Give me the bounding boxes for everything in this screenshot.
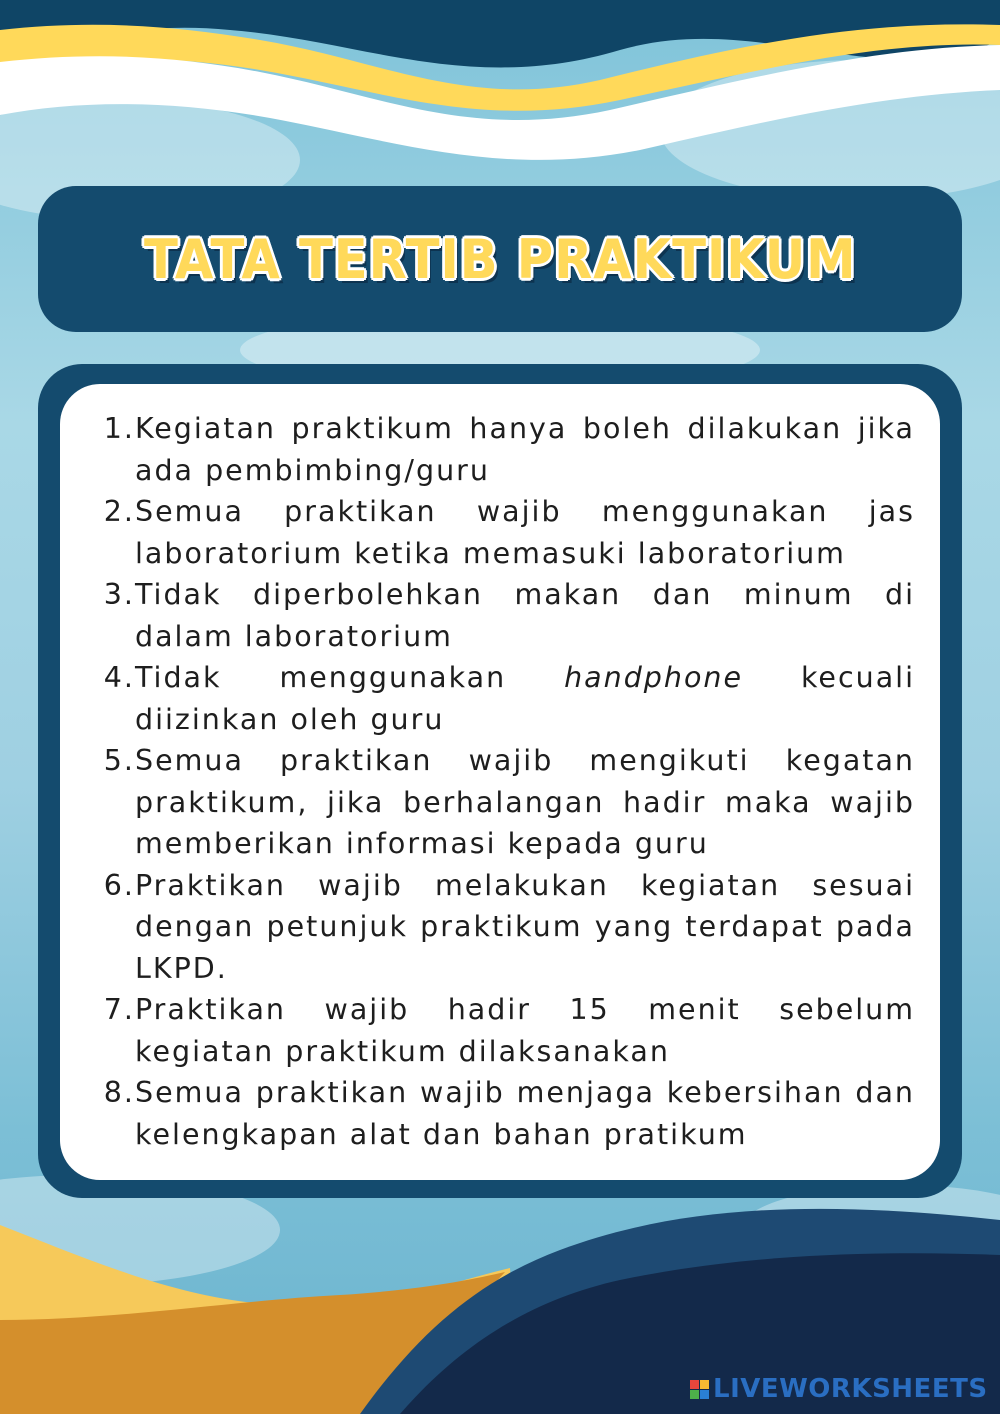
- rule-text: Praktikan wajib melakukan kegiatan sesuai dengan petunjuk praktikum yang terdapat pada LKPD.: [135, 868, 915, 985]
- rule-item: [100, 491, 915, 574]
- rule-text: Tidak diperbolehkan makan dan minum di dalam laboratorium: [135, 578, 915, 653]
- page-title: TATA TERTIB PRAKTIKUM: [143, 227, 857, 291]
- rule-text: Semua praktikan wajib menggunakan jas laboratorium ketika memasuki laboratorium: [135, 495, 915, 570]
- rule-item: [100, 408, 915, 491]
- rule-item: [100, 1072, 915, 1155]
- rule-number: 6.: [103, 868, 135, 902]
- rule-item: [100, 865, 915, 990]
- rule-text: Kegiatan praktikum hanya boleh dilakukan jika ada pembimbing/guru: [135, 412, 915, 487]
- rule-number: 8.: [103, 1076, 135, 1109]
- watermark-text: LIVEWORKSHEETS: [713, 1374, 988, 1404]
- rule-text-after: kecuali diizinkan oleh guru: [135, 661, 916, 736]
- rule-text: Semua praktikan wajib mengikuti kegatan praktikum, jika berhalangan hadir maka wajib memberikan informasi kepada guru: [135, 744, 915, 860]
- rule-number: 7.: [103, 993, 135, 1026]
- liveworksheets-watermark: [690, 1372, 988, 1406]
- rule-number: 5.: [103, 744, 135, 777]
- rule-text: Semua praktikan wajib menjaga kebersihan dan kelengkapan alat dan bahan pratikum: [135, 1076, 915, 1151]
- rule-number: 4.: [103, 661, 135, 694]
- rule-item: [100, 740, 915, 865]
- rule-text: Praktikan wajib hadir 15 menit sebelum kegiatan praktikum dilaksanakan: [135, 993, 915, 1068]
- rule-number: 3.: [103, 578, 135, 611]
- rule-number: 2.: [103, 495, 135, 528]
- title-banner: [38, 186, 962, 332]
- rule-text-italic: handphone: [564, 661, 743, 694]
- rule-item: [100, 989, 915, 1072]
- liveworksheets-logo-icon: [690, 1380, 709, 1399]
- rules-list: [100, 408, 915, 1155]
- rule-item: [100, 574, 915, 657]
- rule-item: [100, 657, 915, 740]
- rule-text: [135, 657, 915, 740]
- rule-text-before: Tidak menggunakan: [135, 661, 565, 694]
- rule-number: 1.: [103, 412, 135, 445]
